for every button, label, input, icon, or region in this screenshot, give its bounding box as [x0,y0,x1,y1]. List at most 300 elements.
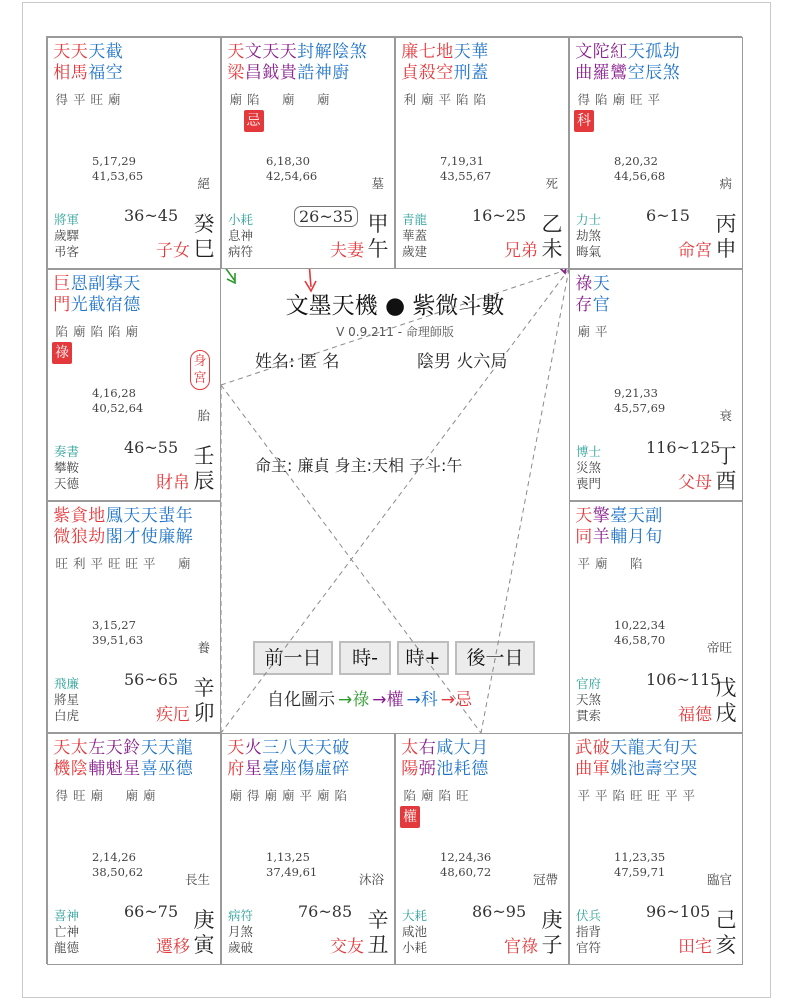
star-name [575,274,593,316]
palace-name: 財帛 [156,473,190,493]
star-name [88,42,106,84]
ganzhi-char: 壬 [193,444,215,468]
brightness-row [227,788,350,804]
star-char: 天 [627,506,645,526]
brightness-label: 陷 [403,788,416,803]
star-name [663,42,681,84]
palace-name: 交友 [330,937,364,957]
brightness-label: 得 [577,92,590,107]
god-jiangqian: 白虎 [54,708,80,723]
palace-name: 田宅 [678,937,712,957]
brightness-label: 旺 [125,556,138,571]
age-line: 10,22,34 [614,618,666,632]
star-char: 鈴 [123,738,141,758]
star-name [245,42,263,84]
star-char: 擎 [592,506,610,526]
brightness-row [401,92,489,108]
star-name [106,506,124,548]
brightness-label: 廟 [316,92,330,107]
star-char: 蓋 [471,63,489,83]
brightness-label: 陷 [473,92,486,107]
star-char: 廉 [401,42,419,62]
age-line: 9,21,33 [614,386,658,400]
star-char: 天 [592,274,610,294]
star-char: 劫 [88,527,106,547]
star-name [280,42,298,84]
star-char: 陽 [401,759,419,779]
star-name [245,738,263,780]
star-char: 臺 [262,759,280,779]
age-line: 45,57,69 [614,401,666,415]
palace-cell-you[interactable] [569,269,743,501]
god-suiqian: 亡神 [54,924,80,939]
ganzhi-char: 丑 [367,933,389,957]
age-list [92,850,143,880]
star-char: 魁 [105,759,123,779]
star-name [332,738,350,780]
ganzhi [367,908,389,958]
ganzhi-char: 丙 [715,212,737,236]
ganzhi-char: 辛 [367,908,389,932]
star-char: 孤 [645,42,663,62]
age-line: 11,23,35 [614,850,666,864]
age-line: 5,17,29 [92,154,136,168]
star-char: 鉞 [262,63,280,83]
navigation-buttons [253,641,535,675]
star-char: 八 [279,738,297,758]
god-suiqian: 咸池 [402,924,428,939]
god-boshi: 病符 [228,908,254,923]
star-char: 喜 [140,759,158,779]
star-char: 虛 [314,759,332,779]
star-char: 天 [610,738,628,758]
god-suiqian: 華蓋 [402,228,428,243]
palace-cell-chou[interactable] [221,733,395,965]
brightness-label: 得 [55,788,68,803]
star-name [141,738,159,780]
palace-cell-zi[interactable] [395,733,569,965]
star-char: 天 [53,42,71,62]
ganzhi-char: 午 [367,237,389,261]
star-char: 三 [262,738,280,758]
star-name [88,506,106,548]
star-char: 德 [123,295,141,315]
star-char: 劫 [662,42,680,62]
self-transform-legend [267,685,472,710]
palace-name: 福德 [678,705,712,725]
brightness-label: 平 [682,788,695,803]
decade-range: 96~105 [646,902,711,921]
star-name [454,738,472,780]
star-char: 宿 [105,295,123,315]
star-name [610,738,628,780]
age-line: 43,55,67 [440,169,492,183]
legend-prefix: 自化圖示 [267,690,335,710]
star-char: 天 [575,506,593,526]
star-char: 巫 [158,759,176,779]
star-name [106,42,124,84]
age-line: 47,59,71 [614,865,666,879]
age-line: 1,13,25 [266,850,310,864]
brightness-row [401,788,471,804]
star-name [436,738,454,780]
star-list [401,738,489,780]
ganzhi-char: 寅 [193,933,215,957]
brightness-row [53,324,141,340]
star-char: 地 [88,506,106,526]
hour-minus-button[interactable]: 時- [339,641,391,675]
star-char: 天 [140,506,158,526]
star-char: 天 [70,42,88,62]
decade-range: 86~95 [472,902,527,921]
star-name [593,42,611,84]
brightness-row [575,324,610,340]
star-char: 煞 [662,63,680,83]
star-char: 門 [53,295,71,315]
star-name [680,738,698,780]
star-name [471,42,489,84]
app-title: 文墨天機 ● 紫微斗數 [285,293,505,319]
star-char: 祿 [575,274,593,294]
star-char: 星 [244,759,262,779]
god-boshi: 力士 [576,212,602,227]
brightness-row [53,788,158,804]
star-name [419,42,437,84]
star-char: 殺 [418,63,436,83]
star-char: 月 [627,527,645,547]
brightness-label: 陷 [438,788,451,803]
star-char: 廚 [332,63,350,83]
star-char: 天 [88,42,106,62]
star-char: 年 [175,506,193,526]
age-line: 8,20,32 [614,154,658,168]
life-stage: 胎 [197,408,210,423]
ganzhi-char: 卯 [193,701,215,725]
age-list [92,154,143,184]
brightness-label: 廟 [316,788,330,803]
ganzhi [193,908,215,958]
decade-range: 16~25 [472,206,527,225]
age-list [614,618,665,648]
brightness-label: 陷 [594,92,608,107]
god-suiqian: 攀鞍 [54,460,80,475]
star-char: 龍 [175,738,193,758]
palace-cell-wei[interactable] [395,37,569,269]
age-line: 6,18,30 [266,154,310,168]
version-label: V 0.9.211 - 命理師版 [336,325,454,339]
life-stage: 臨官 [706,872,732,887]
star-char: 梁 [227,63,245,83]
god-boshi: 青龍 [402,212,428,227]
decade-range: 36~45 [124,206,179,225]
next-day-button[interactable]: 後一日 [455,641,535,675]
ganzhi-char: 戌 [715,701,737,725]
brightness-label: 廟 [594,556,608,571]
star-name [436,42,454,84]
star-name [663,738,681,780]
brightness-label: 廟 [264,788,277,803]
brightness-label: 廟 [420,788,434,803]
god-boshi: 飛廉 [54,676,80,691]
star-char: 天 [227,42,245,62]
brightness-label: 陷 [455,92,469,107]
star-char: 陰 [70,759,88,779]
star-char: 左 [88,738,106,758]
palace-name: 夫妻 [330,241,364,261]
god-jiangqian: 貫索 [576,708,602,723]
brightness-row [53,92,123,108]
star-name [53,42,71,84]
star-name [71,42,89,84]
brightness-label: 平 [577,788,590,803]
age-list [440,850,491,880]
legend-ke: →科 [406,690,438,710]
star-char: 天 [279,42,297,62]
star-char: 臺 [610,506,628,526]
sihua-badge: 祿 [52,342,72,364]
palace-cell-si[interactable] [47,37,221,269]
palace-name: 子女 [156,241,190,261]
star-char: 廉 [158,527,176,547]
age-line: 48,60,72 [440,865,492,879]
brightness-label: 平 [647,92,660,107]
star-name [227,42,245,84]
brightness-label: 得 [246,788,260,803]
god-boshi: 伏兵 [576,908,602,923]
palace-name: 父母 [678,473,712,493]
star-list [53,506,193,548]
star-list [575,738,698,780]
life-stage: 沐浴 [358,872,384,887]
brightness-label: 廟 [142,788,156,803]
legend-quan: →權 [372,690,404,710]
star-char: 地 [436,42,454,62]
star-char: 辰 [645,63,663,83]
brightness-label [158,556,176,572]
hour-plus-button[interactable]: 時+ [397,641,449,675]
star-char: 羅 [592,63,610,83]
brightness-label: 陷 [612,788,625,803]
star-char: 天 [140,738,158,758]
age-line: 4,16,28 [92,386,136,400]
god-suiqian: 指背 [576,924,602,939]
brightness-label: 陷 [55,324,68,339]
palace-name: 遷移 [156,937,190,957]
star-name [593,274,611,316]
brightness-label: 平 [299,788,312,803]
ganzhi-char: 申 [715,237,737,261]
god-suiqian: 災煞 [576,460,602,475]
star-char: 陀 [592,42,610,62]
star-char: 光 [70,295,88,315]
age-line: 46,58,70 [614,633,666,647]
palace-cell-mao[interactable] [47,501,221,733]
star-name [593,738,611,780]
decade-range: 56~65 [124,670,179,689]
god-jiangqian: 晦氣 [576,244,602,259]
star-char: 福 [88,63,106,83]
star-char: 閣 [105,527,123,547]
star-name [315,738,333,780]
star-char: 羊 [592,527,610,547]
palace-cell-yin[interactable] [47,733,221,965]
life-stage: 墓 [371,176,384,191]
center-info-panel [221,269,569,733]
brightness-row [575,556,645,572]
god-boshi: 博士 [576,444,602,459]
age-line: 37,49,61 [266,865,318,879]
star-name [401,738,419,780]
palace-cell-chen[interactable] [47,269,221,501]
star-char: 壽 [645,759,663,779]
god-boshi: 官府 [576,676,602,691]
star-char: 貴 [279,63,297,83]
brightness-label: 廟 [612,92,625,107]
ganzhi [367,212,389,262]
god-suiqian: 劫煞 [576,228,602,243]
ganzhi-char: 庚 [193,908,215,932]
star-name [454,42,472,84]
star-name [176,738,194,780]
brightness-row [575,92,663,108]
brightness-label: 旺 [455,788,469,803]
god-boshi: 奏書 [54,444,80,459]
star-char: 天 [645,738,663,758]
star-char: 池 [627,759,645,779]
star-list [575,506,663,548]
brightness-label: 旺 [629,788,643,803]
god-boshi: 將軍 [54,212,80,227]
star-list [227,738,350,780]
star-name [262,42,280,84]
ganzhi-char: 辛 [193,676,215,700]
star-char: 狼 [70,527,88,547]
brightness-label: 陷 [90,324,103,339]
star-char: 破 [332,738,350,758]
star-char: 輔 [610,527,628,547]
star-char: 天 [453,42,471,62]
body-palace-tag: 身宮 [190,350,210,390]
star-char: 曲 [575,63,593,83]
star-name [628,506,646,548]
brightness-row [227,92,332,108]
ganzhi-char: 癸 [193,212,215,236]
star-char: 天 [105,738,123,758]
star-name [645,506,663,548]
palace-cell-hai[interactable] [569,733,743,965]
lords-label: 命主: 廉貞 身主:天相 子斗:午 [255,456,463,475]
prev-day-button[interactable]: 前一日 [253,641,333,675]
decade-range: 6~15 [646,206,690,225]
star-name [575,738,593,780]
decade-range: 26~35 [294,206,358,227]
star-char: 輔 [88,759,106,779]
star-name [332,42,350,84]
decade-range: 76~85 [298,902,353,921]
god-suiqian: 月煞 [228,924,254,939]
ganzhi [541,212,563,262]
star-char: 姚 [610,759,628,779]
ganzhi-char: 酉 [715,469,737,493]
age-line: 3,15,27 [92,618,136,632]
star-char: 副 [88,274,106,294]
star-name [262,738,280,780]
brightness-label: 平 [594,324,608,339]
star-char: 巨 [53,274,71,294]
star-char: 空 [436,63,454,83]
star-char: 月 [471,738,489,758]
star-name [645,738,663,780]
star-char: 紫 [53,506,71,526]
brightness-label: 廟 [125,324,138,339]
star-name [123,506,141,548]
ganzhi [193,676,215,726]
star-char: 陰 [332,42,350,62]
star-char: 華 [471,42,489,62]
star-name [158,738,176,780]
star-name [53,738,71,780]
life-stage: 長生 [184,872,210,887]
palace-cell-wu[interactable] [221,37,395,269]
palace-cell-shen[interactable] [569,37,743,269]
star-char: 解 [314,42,332,62]
ganzhi-char: 辰 [193,469,215,493]
star-char: 池 [436,759,454,779]
star-name [610,506,628,548]
star-char: 截 [105,42,123,62]
palace-name: 官祿 [504,937,538,957]
star-name [71,738,89,780]
brightness-label: 平 [142,556,156,571]
star-char: 天 [627,42,645,62]
palace-cell-xu[interactable] [569,501,743,733]
age-list [614,386,665,416]
star-char: 耗 [453,759,471,779]
god-jiangqian: 喪門 [576,476,602,491]
life-stage: 死 [545,176,558,191]
brightness-label: 廟 [281,92,295,107]
star-char: 截 [88,295,106,315]
star-char: 德 [471,759,489,779]
brightness-row [575,788,698,804]
brightness-label: 廟 [420,92,434,107]
gender-bureau-label: 陰男 火六局 [417,352,508,372]
age-list [440,154,491,184]
star-name [280,738,298,780]
star-name [297,42,315,84]
star-name [575,42,593,84]
star-char: 大 [453,738,471,758]
star-name [227,738,245,780]
star-list [227,42,367,84]
star-char: 煞 [349,42,367,62]
brightness-row [53,556,193,572]
god-boshi: 大耗 [402,908,428,923]
star-char: 貞 [401,63,419,83]
ganzhi [715,444,737,494]
star-char: 天 [53,738,71,758]
god-jiangqian: 歲破 [228,940,254,955]
brightness-label [262,92,280,108]
star-char: 火 [244,738,262,758]
star-list [575,274,610,316]
ganzhi-char: 亥 [715,933,737,957]
brightness-label: 平 [577,556,590,571]
brightness-label [610,556,628,572]
sihua-badge: 忌 [244,110,264,132]
star-list [575,42,680,84]
star-char: 天 [297,738,315,758]
